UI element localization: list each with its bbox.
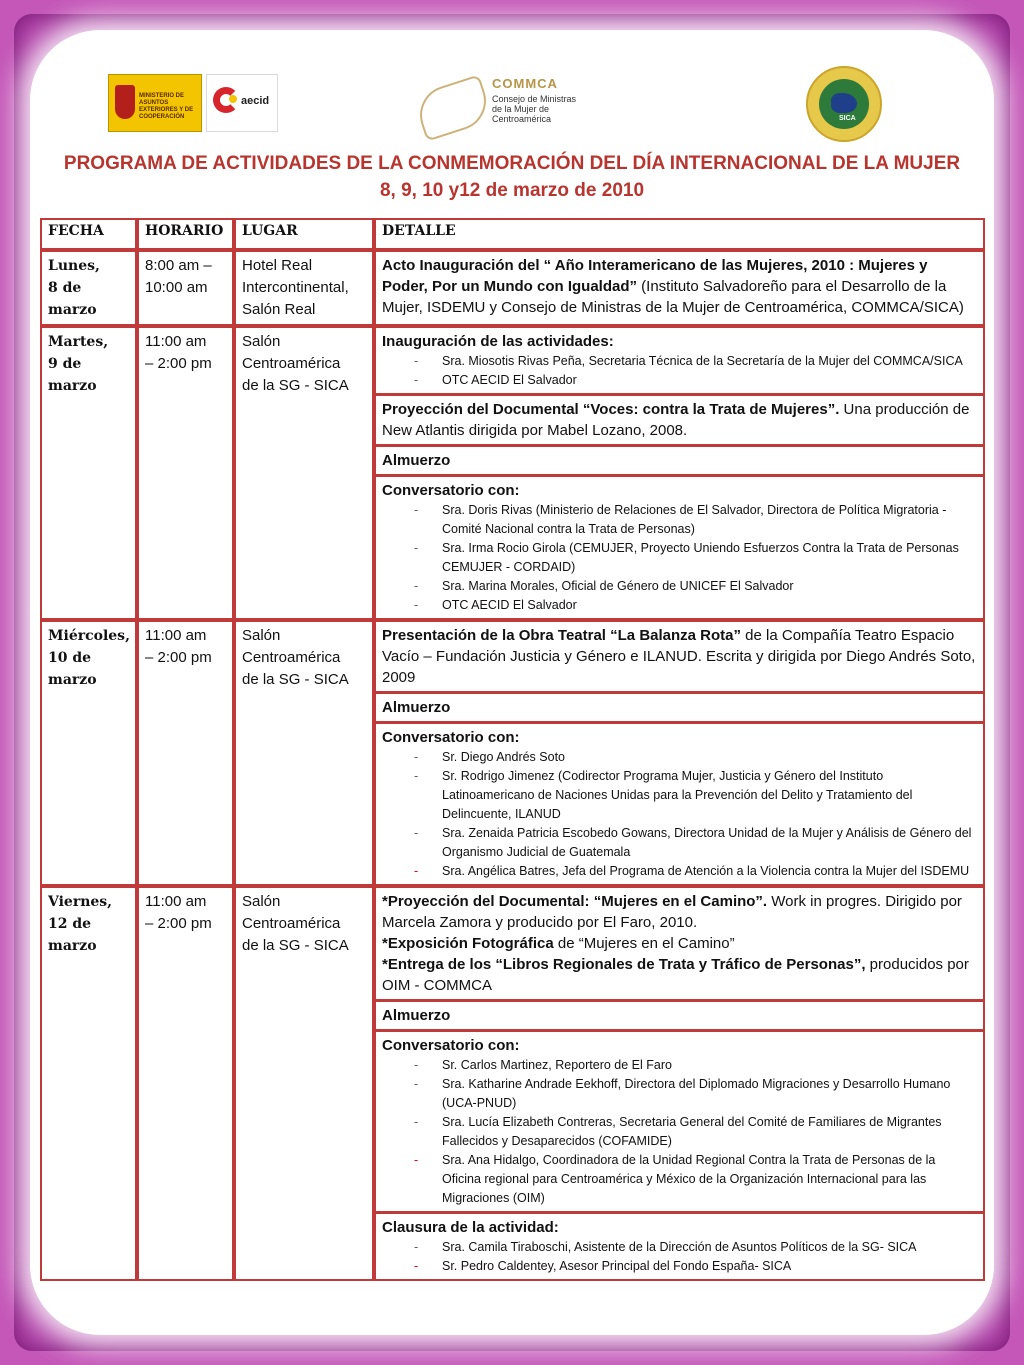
- list-item: - Sr. Diego Andrés Soto: [442, 748, 977, 767]
- activity-line: [382, 933, 977, 954]
- detalle-cell: [374, 620, 985, 886]
- lugar-line: Salón Real: [242, 301, 316, 318]
- header-fecha: FECHA: [40, 218, 137, 250]
- lugar-line: Salón: [242, 893, 281, 910]
- fecha-cell: [40, 620, 137, 886]
- horario-line: 8:00 am –: [145, 257, 212, 274]
- lugar-line: Salón: [242, 333, 281, 350]
- activities-table: [40, 218, 985, 1281]
- lugar-cell: [234, 620, 374, 886]
- lunch-block: Almuerzo: [376, 447, 983, 477]
- horario-cell: [137, 326, 234, 620]
- fecha-line: Miércoles,: [48, 628, 130, 644]
- activity-title: Conversatorio con:: [382, 482, 520, 499]
- commca-subtitle: Consejo de Ministras de la Mujer de Centroamérica: [492, 94, 577, 124]
- detail-block: [376, 1032, 983, 1214]
- lugar-line: de la SG - SICA: [242, 937, 349, 954]
- fecha-line: 9 de: [48, 356, 82, 372]
- activity-title: Acto Inauguración del “ Año Interamericano de las Mujeres, 2010 : Mujeres y Poder, Por un Mundo con Igualdad”: [382, 257, 928, 295]
- activity-description: (Instituto Salvadoreño para el Desarrollo de la Mujer, ISDEMU y Consejo de Ministras de la Mujer de Centroamérica, COMMCA/SICA): [382, 278, 964, 316]
- lugar-line: Salón: [242, 627, 281, 644]
- activity-line: [382, 954, 977, 996]
- list-item: - Sr. Carlos Martinez, Reportero de El Faro: [442, 1056, 977, 1075]
- lugar-line: Centroamérica: [242, 649, 341, 666]
- lugar-cell: [234, 326, 374, 620]
- detalle-cell: [374, 326, 985, 620]
- activity-title: Conversatorio con:: [382, 1037, 520, 1054]
- activity-description: Work in progres. Dirigido por Marcela Zamora y producido por El Faro, 2010.: [382, 893, 962, 931]
- lugar-line: de la SG - SICA: [242, 671, 349, 688]
- activity-title: *Exposición Fotográfica: [382, 935, 554, 952]
- detail-block: [376, 328, 983, 396]
- lugar-cell: [234, 886, 374, 1281]
- fecha-line: 8 de: [48, 280, 82, 296]
- coat-of-arms-icon: [115, 85, 135, 119]
- aecid-dot-icon: [229, 95, 237, 103]
- list-item: - Sra. Katharine Andrade Eekhoff, Directora del Diplomado Migraciones y Desarrollo Humano (UCA-PNUD): [442, 1075, 977, 1113]
- header-detalle: DETALLE: [374, 218, 985, 250]
- speaker-list: [382, 748, 977, 881]
- lugar-line: Centroamérica: [242, 915, 341, 932]
- spain-ministry-logo: [108, 74, 202, 132]
- activity-title: Proyección del Documental “Voces: contra la Trata de Mujeres”.: [382, 401, 840, 418]
- speaker-list: [382, 1238, 977, 1276]
- lugar-line: Centroamérica: [242, 355, 341, 372]
- detail-block: [376, 622, 983, 694]
- spain-ministry-text: MINISTERIO DE ASUNTOS EXTERIORES Y DE COOPERACIÓN: [139, 93, 194, 120]
- horario-line: – 2:00 pm: [145, 649, 212, 666]
- sica-seal-inner: [819, 79, 869, 129]
- fecha-line: Lunes,: [48, 258, 100, 274]
- horario-cell: [137, 250, 234, 326]
- fecha-cell: [40, 250, 137, 326]
- list-item: - Sra. Doris Rivas (Ministerio de Relaciones de El Salvador, Directora de Política Migratoria - Comité Nacional contra la Trata de Personas): [442, 501, 977, 539]
- fecha-line: Viernes,: [48, 894, 113, 910]
- fecha-line: marzo: [48, 672, 97, 688]
- commca-mark-icon: [412, 74, 493, 141]
- list-item: - Sra. Irma Rocio Girola (CEMUJER, Proyecto Uniendo Esfuerzos Contra la Trata de Personas CEMUJER - CORDAID): [442, 539, 977, 577]
- fecha-line: marzo: [48, 378, 97, 394]
- activity-title: Presentación de la Obra Teatral “La Balanza Rota”: [382, 627, 742, 644]
- table-row: [40, 250, 985, 326]
- sica-seal-logo: [806, 66, 882, 142]
- speaker-list: [382, 352, 977, 390]
- horario-line: 11:00 am: [145, 893, 207, 910]
- horario-line: 11:00 am: [145, 333, 207, 350]
- horario-line: – 2:00 pm: [145, 355, 212, 372]
- list-item: - OTC AECID El Salvador: [442, 596, 977, 615]
- activity-title: Conversatorio con:: [382, 729, 520, 746]
- lunch-block: Almuerzo: [376, 694, 983, 724]
- detail-block: [376, 396, 983, 447]
- detail-block: [376, 724, 983, 884]
- list-item: - Sra. Zenaida Patricia Escobedo Gowans, Directora Unidad de la Mujer y Análisis de Género del Organismo Judicial de Guatemala: [442, 824, 977, 862]
- lugar-cell: [234, 250, 374, 326]
- title-line-2: 8, 9, 10 y12 de marzo de 2010: [379, 180, 645, 201]
- list-item: - Sra. Miosotis Rivas Peña, Secretaria Técnica de la Secretaría de la Mujer del COMMCA/SICA: [442, 352, 977, 371]
- horario-cell: [137, 620, 234, 886]
- central-america-map-icon: [831, 93, 857, 113]
- fecha-line: 10 de: [48, 650, 92, 666]
- activity-line: [382, 891, 977, 933]
- activity-title: *Proyección del Documental: “Mujeres en el Camino”.: [382, 893, 768, 910]
- sica-label: SICA: [839, 115, 856, 122]
- fecha-line: 12 de: [48, 916, 92, 932]
- horario-line: 11:00 am: [145, 627, 207, 644]
- list-item: - Sr. Pedro Caldentey, Asesor Principal del Fondo España- SICA: [442, 1257, 977, 1276]
- detalle-cell: [374, 250, 985, 326]
- list-item: - Sra. Angélica Batres, Jefa del Programa de Atención a la Violencia contra la Mujer del ISDEMU: [442, 862, 977, 881]
- lugar-line: Intercontinental,: [242, 279, 349, 296]
- table-row: [40, 620, 985, 886]
- list-item: - OTC AECID El Salvador: [442, 371, 977, 390]
- speaker-list: [382, 1056, 977, 1208]
- activity-description: producidos por OIM - COMMCA: [382, 956, 969, 994]
- activity-description: de “Mujeres en el Camino”: [553, 935, 735, 952]
- detail-block: [376, 1214, 983, 1279]
- speaker-list: [382, 501, 977, 615]
- activity-title: Clausura de la actividad:: [382, 1219, 559, 1236]
- header-horario: HORARIO: [137, 218, 234, 250]
- title-line-1: PROGRAMA DE ACTIVIDADES DE LA CONMEMORACIÓN DEL DÍA INTERNACIONAL DE LA MUJER: [63, 153, 961, 174]
- list-item: - Sr. Rodrigo Jimenez (Codirector Programa Mujer, Justicia y Género del Instituto Latinoamericano de Naciones Unidas para la Prevención del Delito y Tratamiento del Delincuente, ILANUD: [442, 767, 977, 824]
- commca-title: COMMCA: [492, 76, 558, 91]
- table-row: [40, 886, 985, 1281]
- lunch-block: Almuerzo: [376, 1002, 983, 1032]
- detail-block: [376, 888, 983, 1002]
- activity-description: Una producción de New Atlantis dirigida por Mabel Lozano, 2008.: [382, 401, 970, 439]
- horario-line: 10:00 am: [145, 279, 208, 296]
- header-lugar: LUGAR: [234, 218, 374, 250]
- fecha-line: marzo: [48, 938, 97, 954]
- fecha-line: Martes,: [48, 334, 109, 350]
- detalle-cell: [374, 886, 985, 1281]
- aecid-logo: [206, 74, 278, 132]
- logo-bar: [30, 66, 994, 146]
- fecha-cell: [40, 326, 137, 620]
- aecid-text: aecid: [241, 95, 270, 107]
- page-title: [30, 150, 994, 204]
- list-item: - Sra. Lucía Elizabeth Contreras, Secretaria General del Comité de Familiares de Migrantes Fallecidos y Desaparecidos (COFAMIDE): [442, 1113, 977, 1151]
- detail-block: [376, 252, 983, 321]
- table-header-row: [40, 218, 985, 250]
- activity-title: Inauguración de las actividades:: [382, 333, 614, 350]
- fecha-cell: [40, 886, 137, 1281]
- document-page: [30, 30, 994, 1335]
- commca-logo: [416, 72, 576, 138]
- activity-description: de la Compañía Teatro Espacio Vacío – Fundación Justicia y Género e ILANUD. Escrita y dirigida por Diego Andrés Soto, 2009: [382, 627, 976, 686]
- horario-line: – 2:00 pm: [145, 915, 212, 932]
- lugar-line: de la SG - SICA: [242, 377, 349, 394]
- activity-title: *Entrega de los “Libros Regionales de Trata y Tráfico de Personas”,: [382, 956, 866, 973]
- detail-block: [376, 477, 983, 618]
- list-item: - Sra. Camila Tiraboschi, Asistente de la Dirección de Asuntos Políticos de la SG- SICA: [442, 1238, 977, 1257]
- fecha-line: marzo: [48, 302, 97, 318]
- list-item: - Sra. Marina Morales, Oficial de Género de UNICEF El Salvador: [442, 577, 977, 596]
- lugar-line: Hotel Real: [242, 257, 313, 274]
- list-item: - Sra. Ana Hidalgo, Coordinadora de la Unidad Regional Contra la Trata de Personas de la Oficina regional para Centroamérica y México de la Organización Internacional para las Migraciones (OIM): [442, 1151, 977, 1208]
- horario-cell: [137, 886, 234, 1281]
- table-row: [40, 326, 985, 620]
